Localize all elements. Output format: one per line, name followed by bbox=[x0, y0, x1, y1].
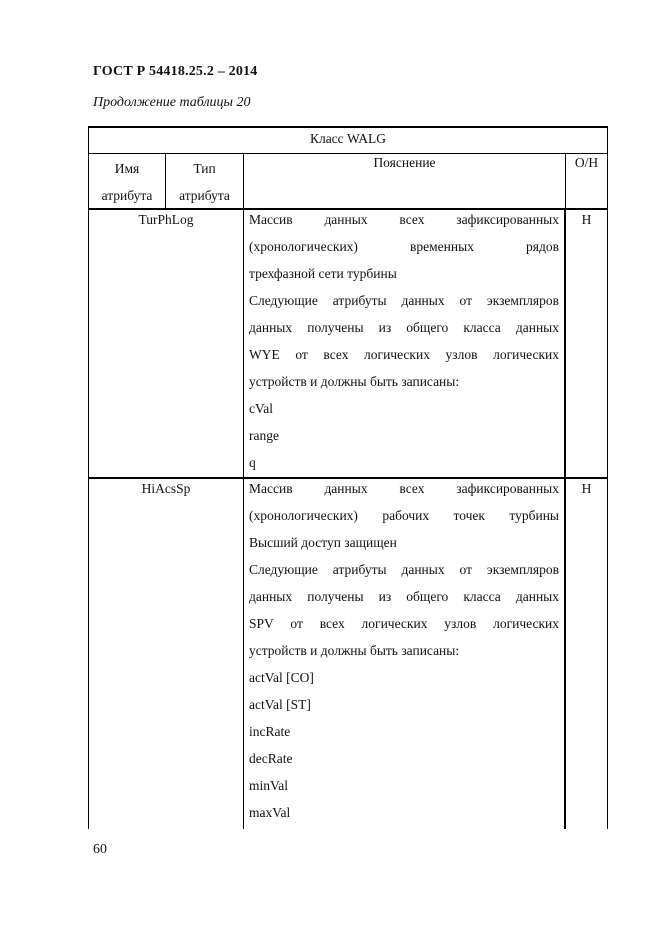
column-header-name: Имя атрибута bbox=[101, 161, 153, 203]
column-header-mo: О/Н bbox=[574, 155, 599, 170]
explanation-line: cVal bbox=[249, 401, 273, 416]
explanation-line: q bbox=[249, 455, 256, 470]
class-title: Класс WALG bbox=[309, 131, 387, 146]
explanation-line: actVal [ST] bbox=[249, 697, 311, 712]
explanation-line: SPV от всех логических узлов логических bbox=[249, 616, 559, 631]
explanation-line: (хронологических) рабочих точек турбины bbox=[249, 508, 559, 523]
row-name-turphlog: TurPhLog bbox=[138, 212, 194, 227]
explanation-line: Следующие атрибуты данных от экземпляров bbox=[249, 293, 559, 308]
col-divider-explanation-mo-bold bbox=[564, 208, 566, 478]
explanation-line: minVal bbox=[249, 778, 288, 793]
explanation-line: actVal [CO] bbox=[249, 670, 314, 685]
explanation-line: Высший доступ защищен bbox=[249, 535, 397, 550]
table-border-left bbox=[88, 126, 89, 829]
explanation-line: range bbox=[249, 428, 279, 443]
explanation-line: устройств и должны быть записаны: bbox=[249, 374, 460, 389]
col-divider-type-explanation bbox=[243, 153, 244, 829]
row-explanation-turphlog bbox=[249, 206, 559, 476]
explanation-line: maxVal bbox=[249, 805, 291, 820]
explanation-line: трехфазной сети турбины bbox=[249, 266, 397, 281]
table-border-top bbox=[88, 126, 608, 128]
column-header-explanation: Пояснение bbox=[373, 155, 436, 170]
explanation-line: устройств и должны быть записаны: bbox=[249, 643, 460, 658]
explanation-line: данных получены из общего класса данных bbox=[249, 589, 559, 604]
explanation-line: WYE от всех логических узлов логических bbox=[249, 347, 559, 362]
row-explanation-hiacssp bbox=[249, 475, 559, 826]
document-id: ГОСТ Р 54418.25.2 – 2014 bbox=[93, 64, 258, 79]
explanation-line: данных получены из общего класса данных bbox=[249, 320, 559, 335]
row-mo-hiacssp: Н bbox=[581, 481, 592, 496]
explanation-line: decRate bbox=[249, 751, 293, 766]
explanation-line: Массив данных всех зафиксированных bbox=[249, 212, 559, 227]
header-divider bbox=[88, 153, 608, 154]
explanation-line: Массив данных всех зафиксированных bbox=[249, 481, 559, 496]
col-divider-explanation-mo-bold bbox=[564, 478, 566, 829]
explanation-line: (хронологических) временных рядов bbox=[249, 239, 559, 254]
explanation-line: Следующие атрибуты данных от экземпляров bbox=[249, 562, 559, 577]
column-header-type: Тип атрибута bbox=[179, 161, 230, 203]
table-caption: Продолжение таблицы 20 bbox=[93, 95, 251, 110]
table-border-right bbox=[607, 126, 608, 829]
row-name-hiacssp: HiAcsSp bbox=[141, 481, 191, 496]
row-mo-turphlog: Н bbox=[581, 212, 592, 227]
explanation-line: incRate bbox=[249, 724, 291, 739]
page-number: 60 bbox=[93, 842, 107, 857]
